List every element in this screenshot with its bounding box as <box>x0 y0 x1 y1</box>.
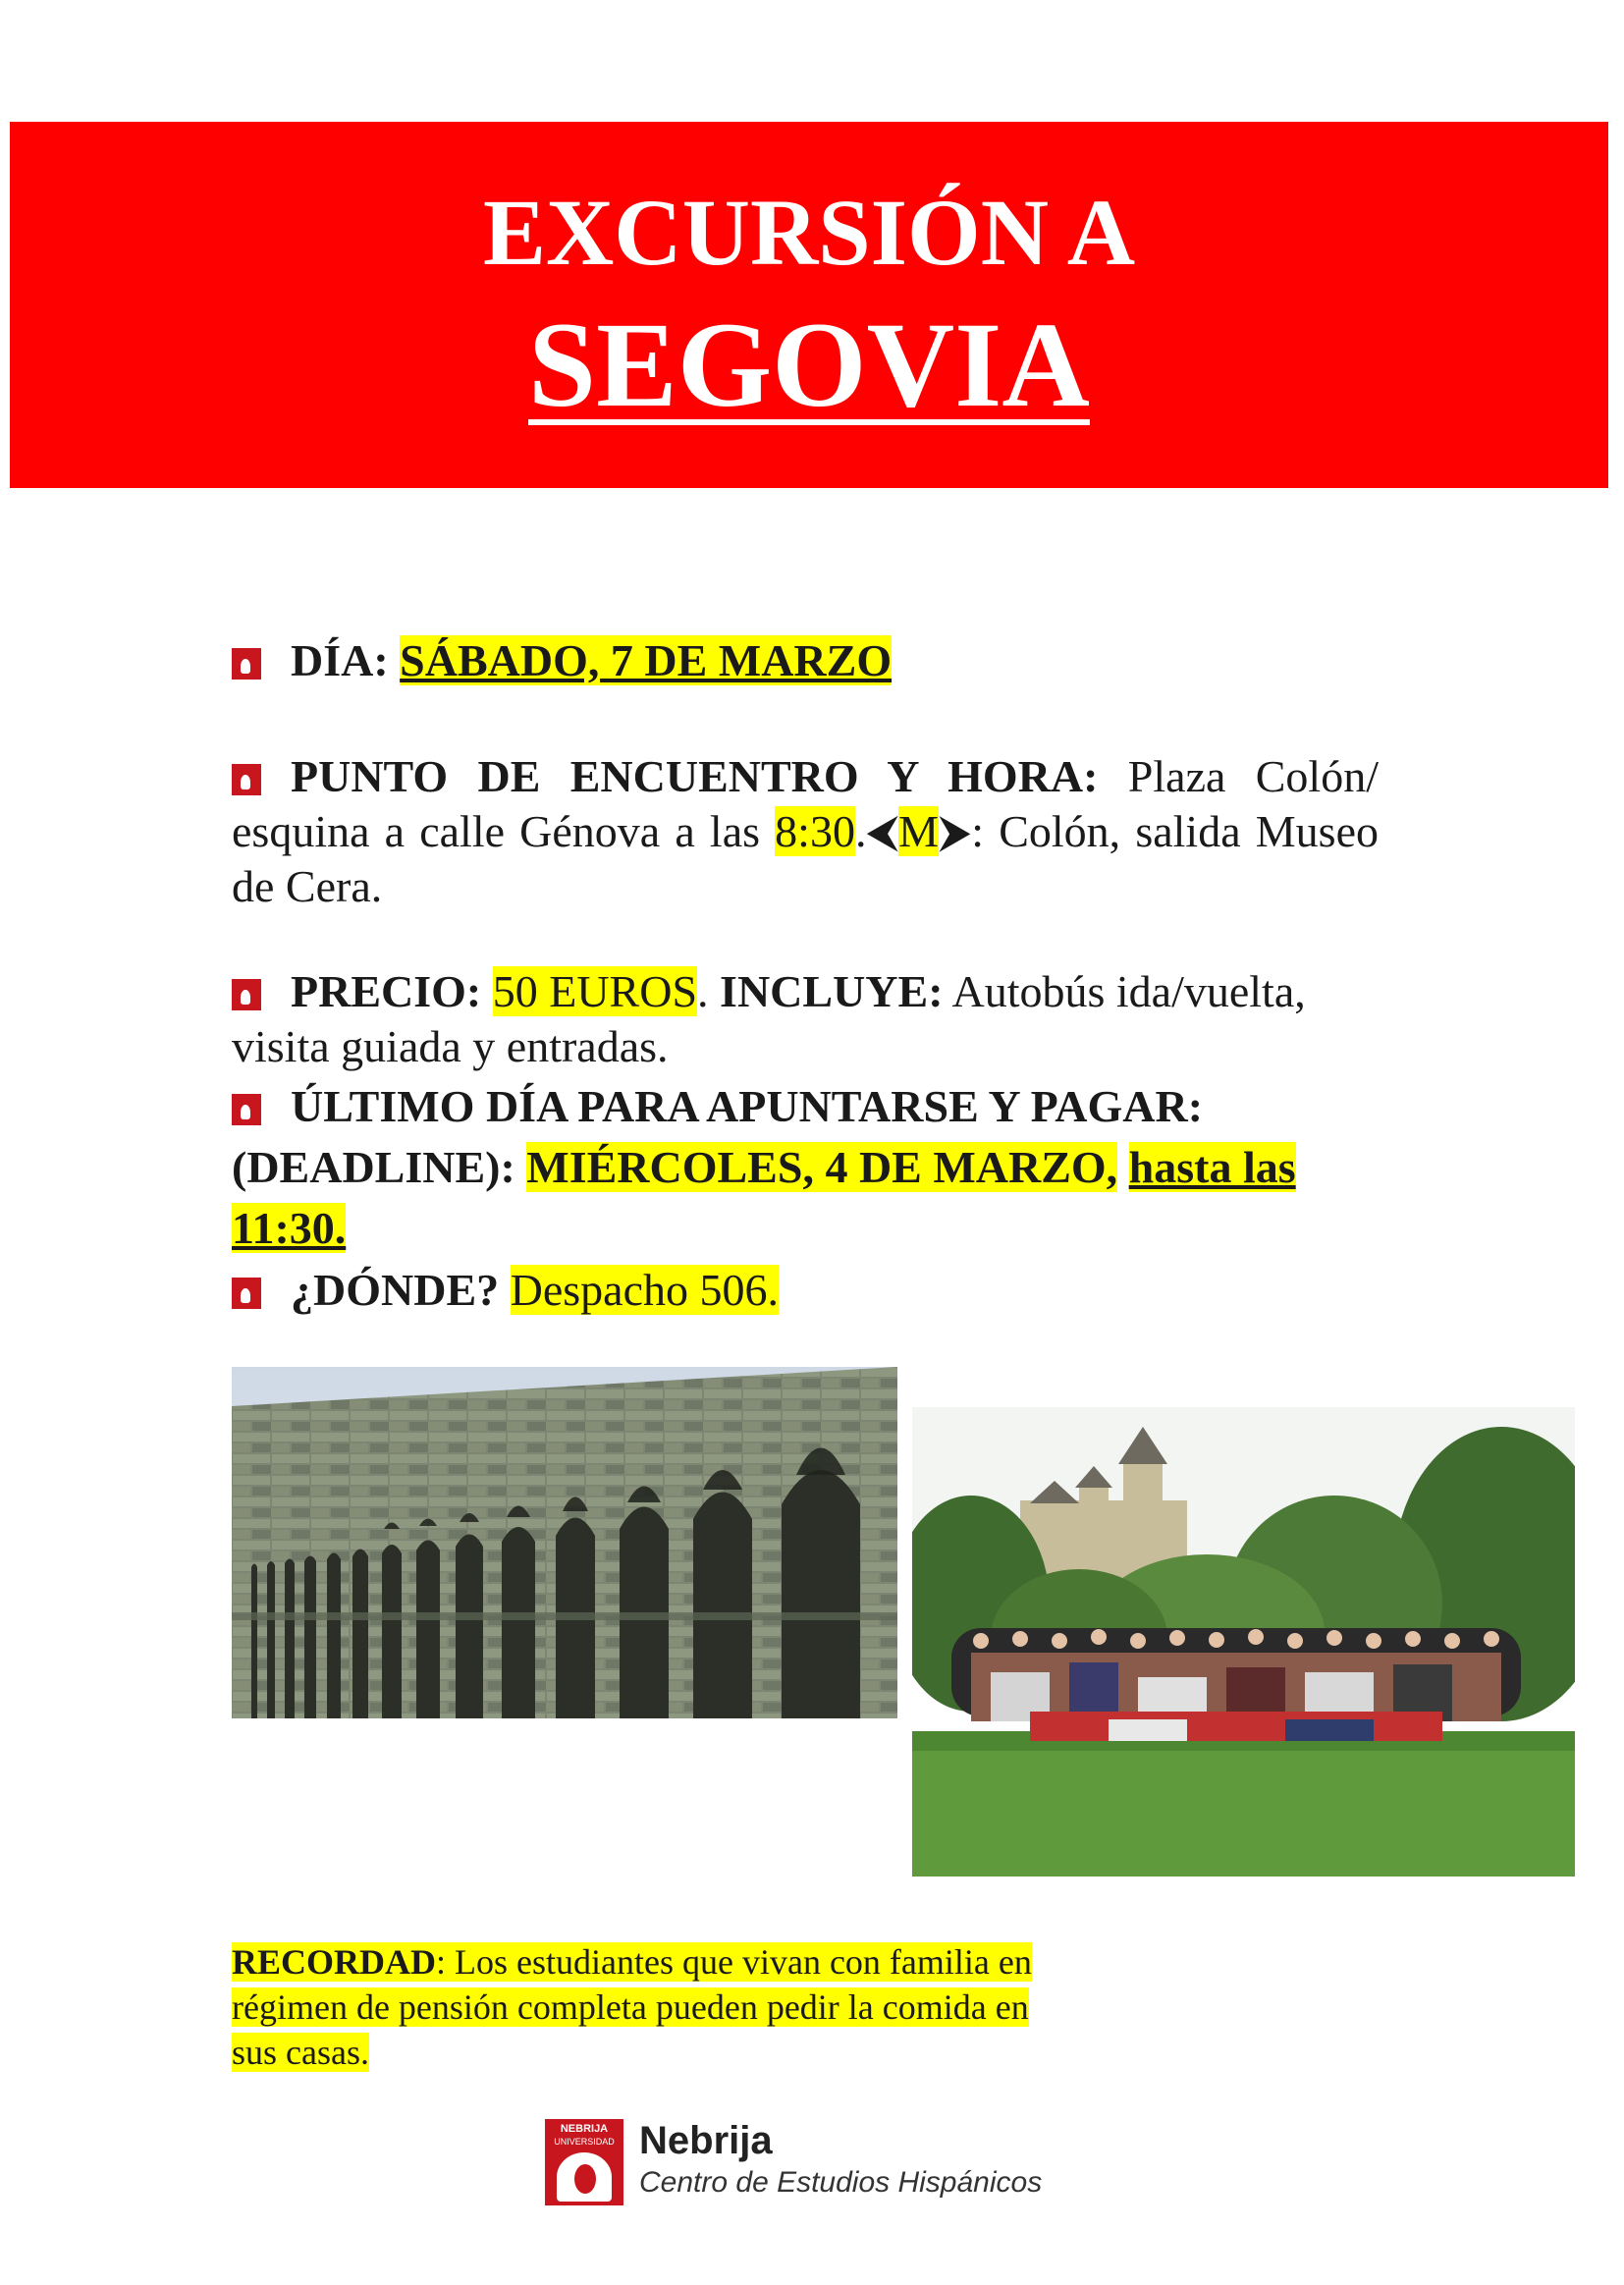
punto-time: 8:30 <box>775 806 855 856</box>
donde-label: ¿DÓNDE? <box>291 1265 500 1315</box>
dia-label: DÍA: <box>291 635 389 685</box>
logo-mark-top: NEBRIJA <box>560 2123 609 2135</box>
nebrija-bullet-icon <box>232 1094 261 1125</box>
title-line-2: SEGOVIA <box>528 298 1090 432</box>
precio-dot: . <box>697 966 709 1016</box>
nebrija-bullet-icon <box>232 648 261 680</box>
item-donde <box>232 1263 1379 1318</box>
recordad-text: : Los estudiantes que vivan con familia en régimen de pensión completa pueden pedir la comida en sus casas. <box>232 1942 1032 2072</box>
aqueduct-photo <box>232 1367 897 1718</box>
ultimo-date: MIÉRCOLES, 4 DE MARZO, <box>526 1142 1118 1192</box>
incluye-text: Autobús ida/vuelta, visita guiada y entradas. <box>232 966 1306 1071</box>
recordad-label: RECORDAD <box>232 1942 437 1982</box>
group-photo <box>912 1407 1575 1877</box>
nebrija-logo-mark <box>545 2119 623 2205</box>
item-precio <box>232 964 1379 1074</box>
precio-label: PRECIO: <box>291 966 482 1016</box>
punto-text-1: Plaza Colón/ esquina a calle Génova a las <box>232 751 1379 856</box>
logo-name: Nebrija <box>639 2119 773 2162</box>
ultimo-time: hasta las 11:30. <box>232 1142 1296 1253</box>
ultimo-label: ÚLTIMO DÍA PARA APUNTARSE Y PAGAR: (DEADLINE): <box>232 1081 1204 1192</box>
punto-text-2: : Colón, salida Museo de Cera. <box>232 806 1379 911</box>
group-photo-illustration <box>912 1407 1575 1877</box>
item-ultimo <box>232 1076 1379 1259</box>
incluye-label: INCLUYE: <box>708 966 944 1016</box>
punto-label: PUNTO DE ENCUENTRO Y HORA: <box>291 751 1099 801</box>
logo-mark-sub: UNIVERSIDAD <box>554 2137 615 2147</box>
punto-dot: . <box>854 806 867 856</box>
nebrija-bullet-icon <box>232 979 261 1010</box>
item-dia <box>232 633 1379 688</box>
donde-value: Despacho 506. <box>510 1265 779 1315</box>
logo-subtitle: Centro de Estudios Hispánicos <box>639 2166 1043 2199</box>
dia-value: SÁBADO, 7 DE MARZO <box>400 635 893 685</box>
metro-left-arrow-icon: ⮜ <box>866 806 899 856</box>
title-line-1: EXCURSIÓN A <box>482 180 1136 285</box>
nebrija-bullet-icon <box>232 764 261 795</box>
title-banner <box>10 122 1608 488</box>
metro-symbol: M <box>898 806 940 856</box>
metro-right-arrow-icon: ⮞ <box>939 806 972 856</box>
aqueduct-illustration <box>232 1367 897 1718</box>
nebrija-logo <box>545 2119 1043 2207</box>
precio-value: 50 EUROS <box>492 966 698 1016</box>
nebrija-face-icon <box>557 2152 612 2202</box>
item-punto <box>232 749 1379 914</box>
recordad-note <box>232 1939 1076 2075</box>
nebrija-bullet-icon <box>232 1278 261 1309</box>
